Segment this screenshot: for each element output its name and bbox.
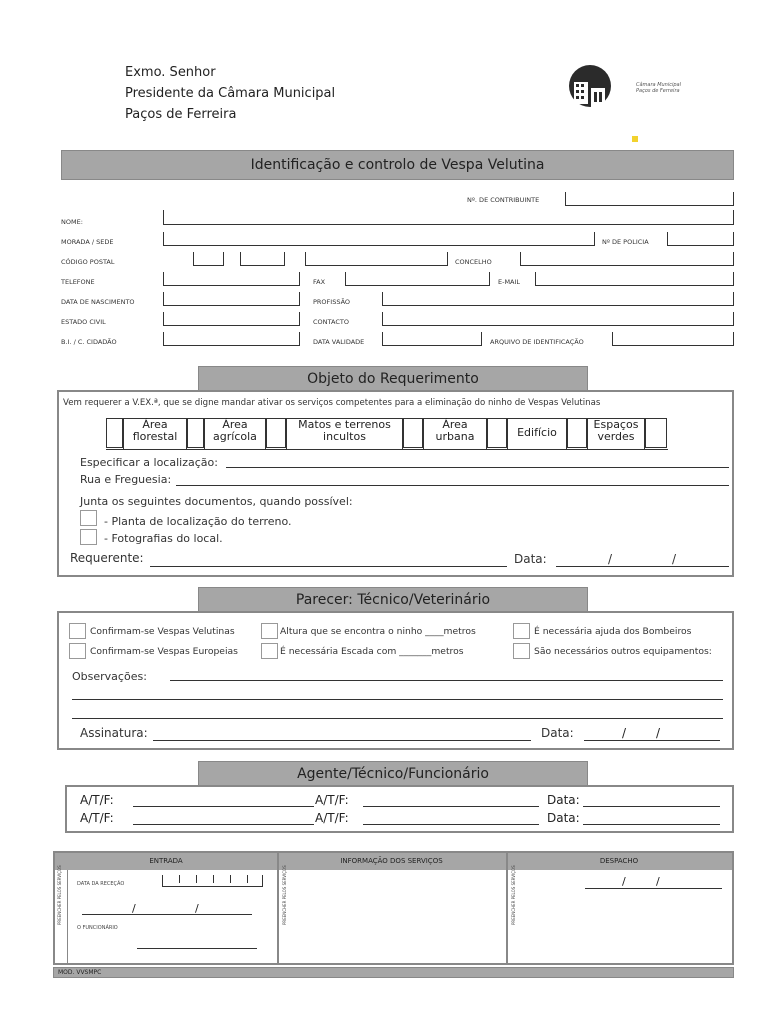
atf-line-2[interactable] [363, 806, 539, 807]
area-edificio-checkbox[interactable] [487, 418, 507, 448]
morada-field[interactable] [163, 232, 595, 246]
despacho-header: DESPACHO [599, 857, 639, 865]
requerente-label: Requerente: [70, 551, 144, 565]
data-rececao-field[interactable] [162, 875, 263, 887]
entrada-side-divider [67, 870, 68, 963]
opinion-header [198, 587, 588, 612]
atf-line-4[interactable] [363, 824, 539, 825]
equipamentos-label: São necessários outros equipamentos: [534, 646, 712, 657]
email-label: E-MAIL [498, 278, 521, 286]
atf-label-4: A/T/F: [315, 811, 349, 825]
fax-field[interactable] [345, 272, 490, 286]
area-urbana-checkbox[interactable] [403, 418, 423, 448]
agent-data-line-2[interactable] [583, 824, 720, 825]
divider-2 [506, 853, 508, 963]
altura-label: Altura que se encontra o ninho ____metros [280, 626, 476, 637]
request-header [198, 366, 588, 391]
profissao-field[interactable] [382, 292, 734, 306]
codigo-postal-field-2[interactable] [240, 252, 285, 266]
planta-checkbox[interactable] [80, 510, 97, 526]
telefone-field[interactable] [163, 272, 300, 286]
concelho-label: CONCELHO [455, 258, 492, 266]
escada-checkbox[interactable] [261, 643, 278, 659]
bombeiros-checkbox[interactable] [513, 623, 530, 639]
bombeiros-label: É necessária ajuda dos Bombeiros [534, 626, 692, 637]
policia-field[interactable] [667, 232, 734, 246]
contribuinte-label: Nº. DE CONTRIBUINTE [467, 196, 540, 204]
entrada-date-line[interactable] [82, 914, 252, 915]
altura-checkbox[interactable] [261, 623, 278, 639]
area-florestal-l2: florestal [132, 430, 178, 443]
addressee-line-2: Presidente da Câmara Municipal [125, 86, 336, 101]
agent-data-label-1: Data: [547, 793, 580, 807]
nome-field[interactable] [163, 210, 734, 225]
opinion-title: Parecer: Técnico/Veterinário [295, 592, 491, 608]
agent-frame [65, 785, 734, 833]
area-matos-option[interactable] [286, 418, 403, 450]
estado-civil-field[interactable] [163, 312, 300, 326]
morada-label: MORADA / SEDE [61, 238, 114, 246]
area-florestal-l1: Área [142, 418, 168, 431]
contacto-field[interactable] [382, 312, 734, 326]
junta-label: Junta os seguintes documentos, quando possível: [80, 495, 353, 508]
identification-title: Identificação e controlo de Vespa Velutina [250, 157, 545, 173]
fotografias-label: - Fotografias do local. [104, 532, 223, 545]
atf-line-3[interactable] [133, 824, 314, 825]
services-table [53, 851, 734, 965]
validade-field[interactable] [382, 332, 482, 346]
velutinas-label: Confirmam-se Vespas Velutinas [90, 626, 235, 637]
atf-line-1[interactable] [133, 806, 314, 807]
opinion-data-line[interactable] [584, 740, 720, 741]
area-florestal-checkbox[interactable] [106, 418, 123, 448]
addressee-block [125, 62, 335, 125]
observacoes-line-3[interactable] [72, 718, 723, 719]
planta-label: - Planta de localização do terreno. [104, 515, 292, 528]
area-agricola-l1: Área [222, 418, 248, 431]
addressee-line-1: Exmo. Senhor [125, 65, 216, 80]
observacoes-line-2[interactable] [72, 699, 723, 700]
agent-header [198, 761, 588, 786]
rua-line[interactable] [176, 485, 729, 486]
request-data-line[interactable] [556, 566, 729, 567]
slash-1: / [608, 552, 613, 566]
data-rececao-label: DATA DA RECEÇÃO [77, 881, 125, 887]
entrada-header: ENTRADA [149, 857, 183, 865]
slash-5: / [132, 902, 136, 915]
area-espacos-l1: Espaços [593, 418, 639, 431]
slash-3: / [622, 726, 627, 740]
area-agricola-l2: agrícola [213, 430, 257, 443]
request-intro: Vem requerer a V.EX.ª, que se digne mandar ativar os serviços competentes para a eliminação do ninho de Vespas Velutinas [63, 398, 601, 408]
localizacao-line[interactable] [226, 467, 729, 468]
area-urbana-option[interactable] [423, 418, 487, 450]
area-matos-checkbox[interactable] [266, 418, 286, 448]
atf-label-3: A/T/F: [80, 811, 114, 825]
profissao-label: PROFISSÃO [313, 298, 351, 306]
area-matos-l1: Matos e terrenos [298, 418, 391, 431]
footer-bar [53, 967, 734, 978]
identification-header [61, 150, 734, 180]
area-matos-l2: incultos [323, 430, 366, 443]
bi-label: B.I. / C. CIDADÃO [61, 338, 117, 346]
fax-label: FAX [313, 278, 326, 286]
agent-data-line-1[interactable] [583, 806, 720, 807]
preencher-label-3: PREENCHER PELOS SERVIÇOS [511, 865, 516, 925]
area-edificio-l1: Edifício [517, 426, 557, 439]
requerente-line[interactable] [150, 566, 507, 567]
area-options [106, 416, 668, 450]
area-espacos-checkbox[interactable] [567, 418, 587, 448]
preencher-label-2: PREENCHER PELOS SERVIÇOS [282, 865, 287, 925]
slash-4: / [656, 726, 661, 740]
fotografias-checkbox[interactable] [80, 529, 97, 545]
preencher-label-1: PREENCHER PELOS SERVIÇOS [57, 865, 62, 925]
funcionario-line[interactable] [137, 948, 257, 949]
europeias-label: Confirmam-se Vespas Europeias [90, 646, 238, 657]
request-data-label: Data: [514, 552, 547, 566]
localizacao-label: Especificar a localização: [80, 456, 218, 469]
policia-label: Nº DE POLICIA [602, 238, 649, 246]
info-header: INFORMAÇÃO DOS SERVIÇOS [340, 857, 443, 865]
estado-civil-label: ESTADO CIVIL [61, 318, 106, 326]
area-extra-checkbox[interactable] [645, 418, 667, 448]
telefone-label: TELEFONE [61, 278, 95, 286]
funcionario-label: O FUNCIONÁRIO [77, 925, 118, 931]
bi-field[interactable] [163, 332, 300, 346]
area-urbana-l1: Área [442, 418, 468, 431]
municipal-logo [566, 64, 696, 144]
contacto-label: CONTACTO [313, 318, 349, 326]
agent-title: Agente/Técnico/Funcionário [297, 766, 489, 782]
nascimento-field[interactable] [163, 292, 300, 306]
atf-label-1: A/T/F: [80, 793, 114, 807]
slash-7: / [622, 875, 626, 888]
area-espacos-option[interactable] [587, 418, 645, 450]
europeias-checkbox[interactable] [69, 643, 86, 659]
slash-6: / [195, 902, 199, 915]
building-logo-icon [566, 64, 696, 144]
nascimento-label: DATA DE NASCIMENTO [61, 298, 135, 306]
area-edificio-option[interactable] [507, 418, 567, 450]
divider-1 [277, 853, 279, 963]
nome-label: NOME: [61, 218, 83, 226]
area-florestal-option[interactable] [123, 418, 187, 450]
observacoes-line-1[interactable] [170, 680, 723, 681]
email-field[interactable] [535, 272, 734, 286]
rua-label: Rua e Freguesia: [80, 473, 172, 486]
addressee-line-3: Paços de Ferreira [125, 107, 237, 122]
contribuinte-field[interactable] [565, 192, 734, 206]
assinatura-label: Assinatura: [80, 726, 148, 740]
area-agricola-checkbox[interactable] [187, 418, 204, 448]
codigo-postal-field-1[interactable] [193, 252, 224, 266]
area-urbana-l2: urbana [435, 430, 475, 443]
arquivo-field[interactable] [612, 332, 734, 346]
logo-text-1: Câmara Municipal [636, 82, 682, 88]
assinatura-line[interactable] [153, 740, 531, 741]
despacho-date-line[interactable] [585, 888, 722, 889]
mod-label: MOD. VVSMPC [58, 969, 102, 976]
observacoes-label: Observações: [72, 670, 147, 683]
escada-label: É necessária Escada com _______metros [280, 646, 464, 657]
equipamentos-checkbox[interactable] [513, 643, 530, 659]
agent-data-label-2: Data: [547, 811, 580, 825]
area-espacos-l2: verdes [597, 430, 635, 443]
arquivo-label: ARQUIVO DE IDENTIFICAÇÃO [490, 338, 584, 346]
request-title: Objeto do Requerimento [307, 371, 479, 387]
validade-label: DATA VALIDADE [313, 338, 365, 346]
concelho-field[interactable] [520, 252, 734, 266]
velutinas-checkbox[interactable] [69, 623, 86, 639]
slash-2: / [672, 552, 677, 566]
codigo-postal-label: CÓDIGO POSTAL [61, 258, 115, 266]
codigo-postal-locality-field[interactable] [305, 252, 448, 266]
logo-text-2: Paços de Ferreira [636, 88, 680, 94]
atf-label-2: A/T/F: [315, 793, 349, 807]
area-agricola-option[interactable] [204, 418, 266, 450]
opinion-data-label: Data: [541, 726, 574, 740]
slash-8: / [656, 875, 660, 888]
